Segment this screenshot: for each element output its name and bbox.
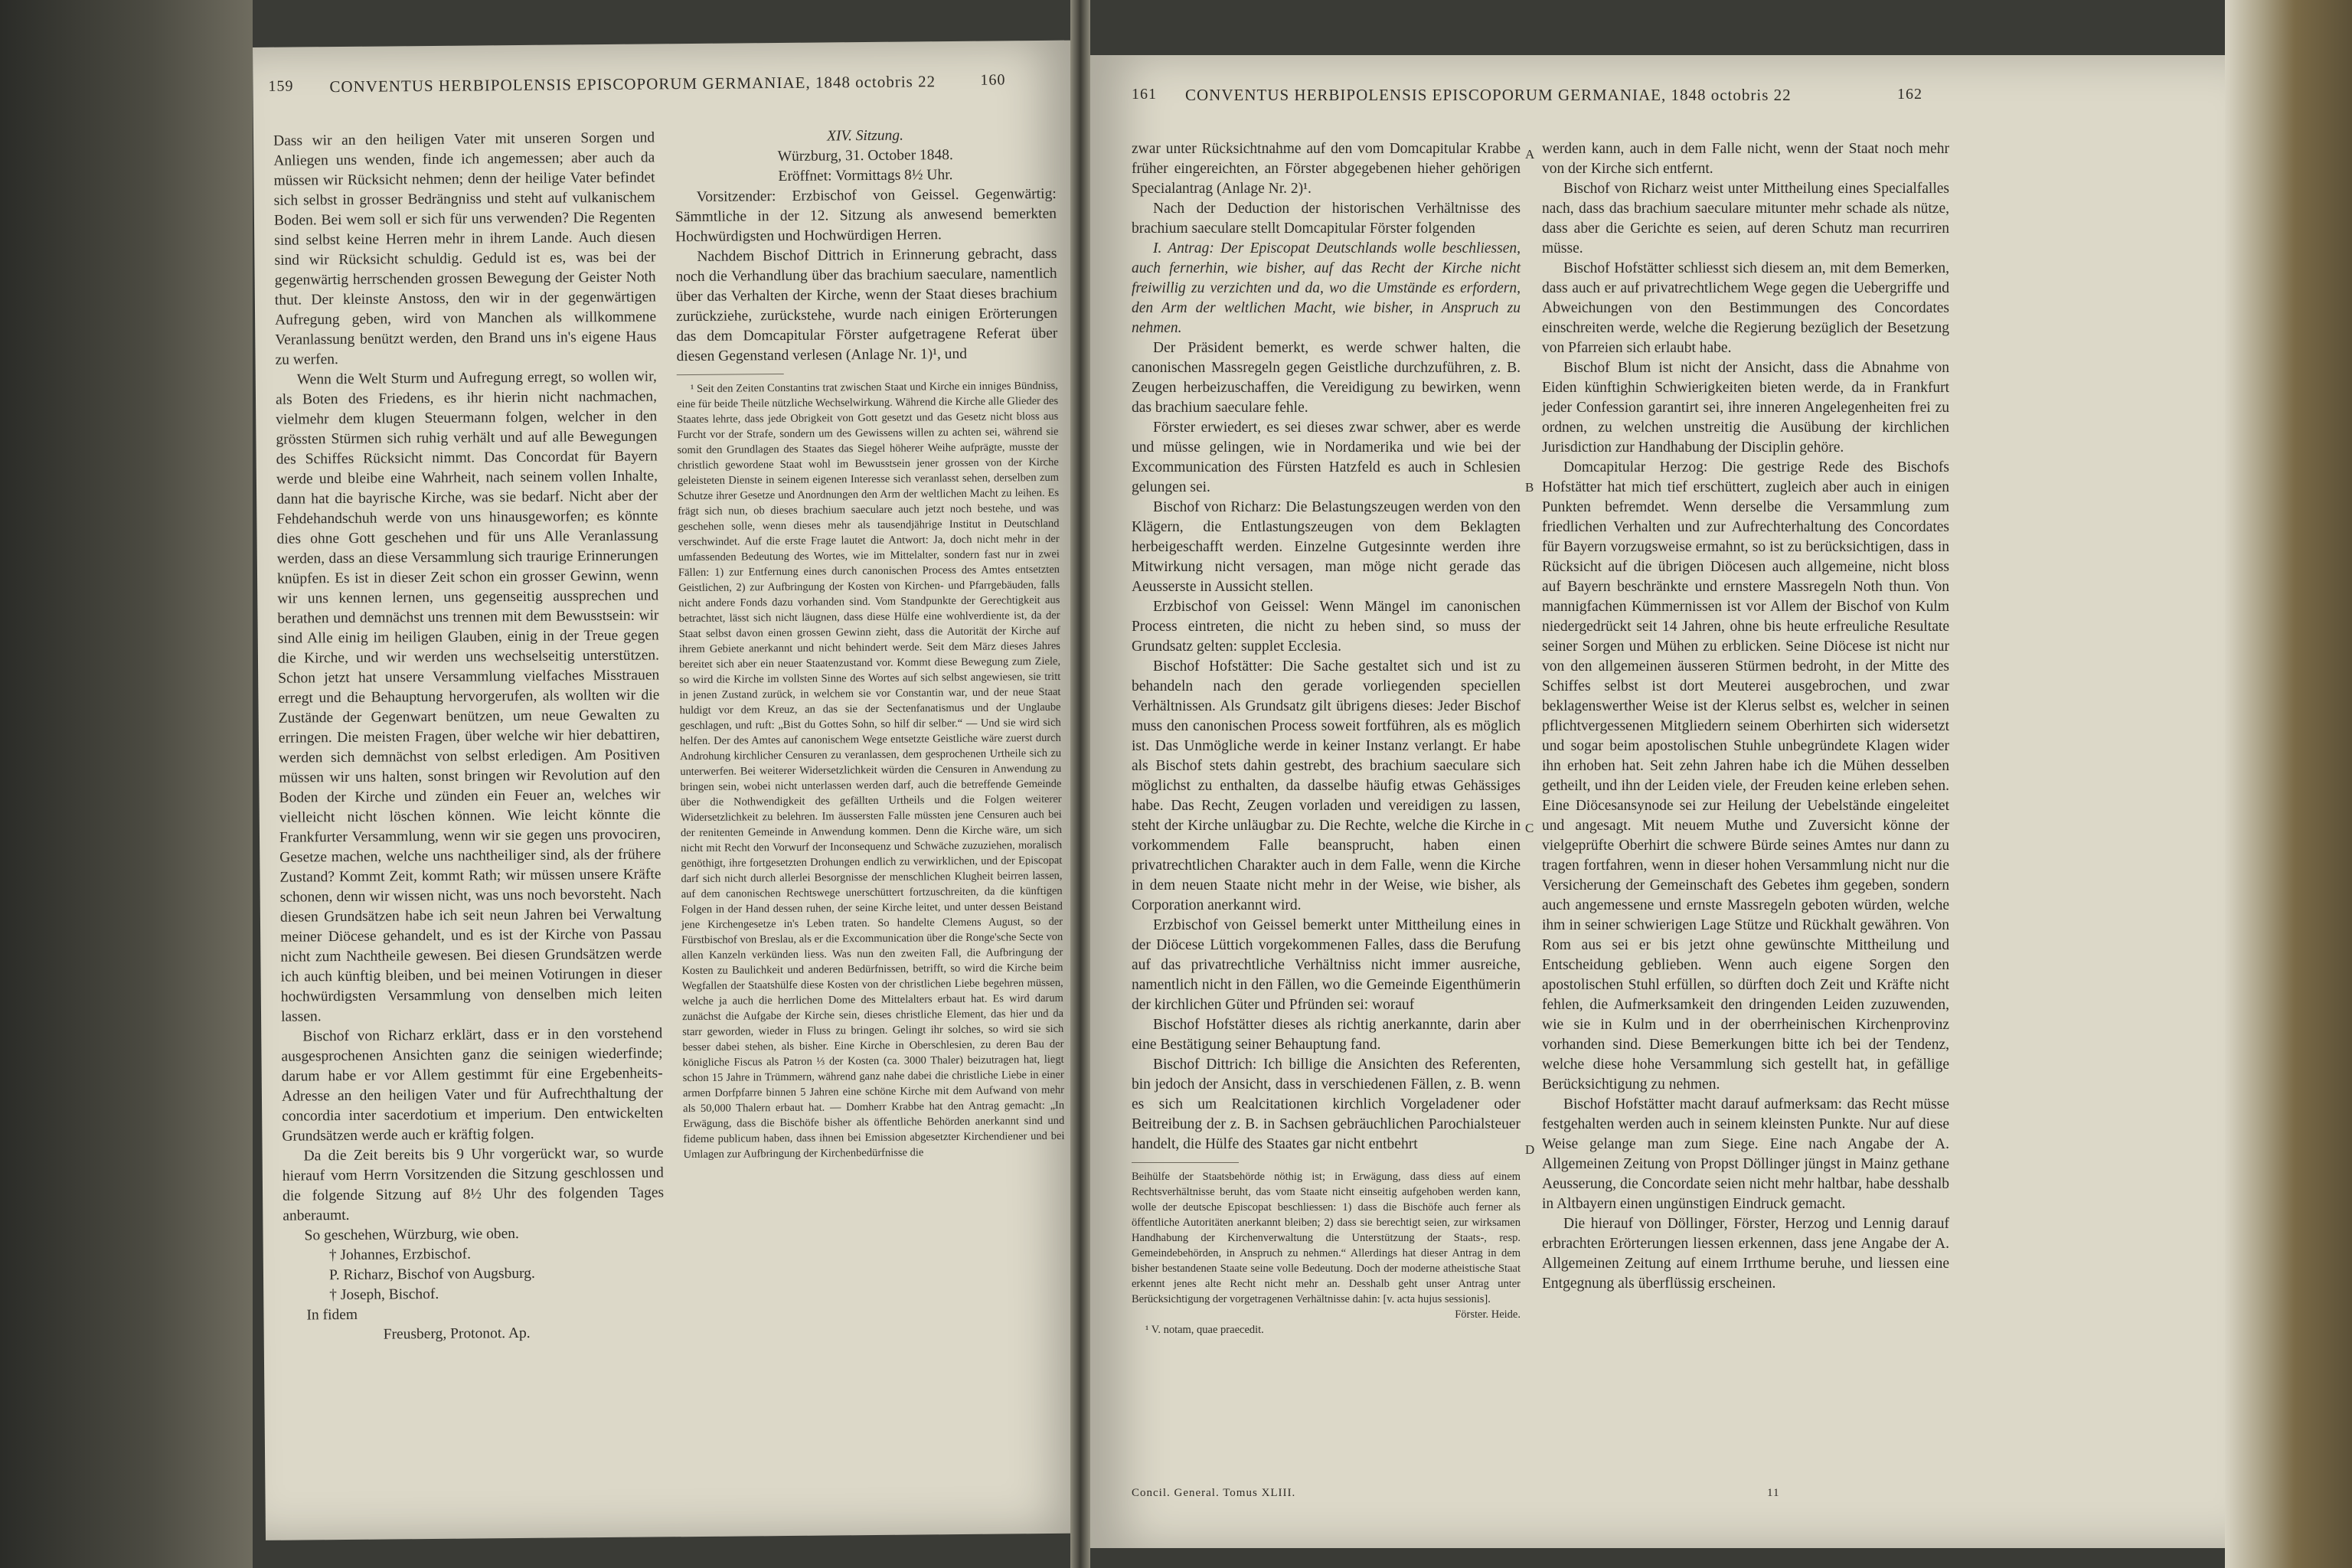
paragraph: Vorsitzender: Erzbischof von Geissel. Gegenwärtig: Sämmtliche in der 12. Sitzung als anwesend bemerkten Hochwürdigsten und Hochwürdigen Herren.: [675, 185, 1057, 246]
left-page-column-1: [273, 128, 665, 1345]
right-page: [1086, 55, 2225, 1548]
page-number-159: 159: [268, 77, 294, 95]
page-number-161: 161: [1132, 86, 1157, 103]
paragraph: Die hierauf von Döllinger, Förster, Herzog und Lennig darauf erbrachten Erörterungen liessen erkennen, dass jene Angabe der A. Allgemeinen Zeitung auf einem Irrthume beruhe, und liessen eine Entgegnung als überflüssig erscheinen.: [1542, 1216, 1949, 1292]
running-head: CONVENTUS HERBIPOLENSIS EPISCOPORUM GERMANIAE, 1848 octobris 22: [1185, 86, 1792, 104]
paragraph: Domcapitular Herzog: Die gestrige Rede des Bischofs Hofstätter hat mich tief erschüttert, zugleich aber auch in einigen Punkten befremdet. Wenn derselbe die Versammlung zum friedlichen Verhalten und zur Aufrechterhaltung des Concordates für Bayern vorzugsweise ermahnt, so ist zu berücksichtigen, dass in Rücksicht auf die übrigen Diöcesen auch allgemeine, nicht bloss auf Bayern beschränkte und ernstere Massregeln Noth thun. Von mannigfachen Kümmernissen ist vor Allem der Bischof von Kulm niedergedrückt seit 14 Jahren, ohne bis heute erfreuliche Resultate seiner Sorgen und Mühen zu erblicken. Seine Diöcese ist nicht nur von den allgemeinen äusseren Stürmen bedroht, in der Mitte des Schiffes selbst ist dort Meuterei ausgebrochen, und zwar beklagenswerther Weise ist der Klerus selbst es, welcher in seinen pflichtvergessenen Mitgliedern seinem Oberhirten sich widersetzt und sogar beim apostolischen Stuhle unbegründete Klagen wider ihn erhoben hat. Seit zehn Jahren habe ich die Mühen desselben getheilt, und ihn der Leiden viele, der Freuden keine erleben sehen. Eine Diöcesansynode sei zur Heilung der Uebelstände eingeleitet und angesagt. Mit neuem Muthe und Zuversicht könne der vielgeprüfte Oberhirt die schwere Bürde seines Amtes nur dann zu tragen fortfahren, wenn in dieser hohen Versammlung nicht nur die Versicherung der Gemeinschaft des Gebetes ihm gegeben, sondern auch angemessene und ernste Massregeln geboten würden, welche ihm in seiner schwierigen Lage Stütze und Rückhalt gewähren. Von Rom aus sei er bis jetzt ohne gewünschte Mittheilung und Entscheidung geblieben. Wenn auch eigene Sorgen den apostolischen Stuhl erfüllen, so dürften doch Zeit und Kräfte nicht fehlen, die Aufmerksamkeit den dringenden Leiden zuzuwenden, wie sie in Kulm und in der oberrheinischen Kirchenprovinz vorhanden sind. Diese Bemerkungen bitte ich bei der Tendenz, welche diese hohe Versammlung sich gestellt hat, in gefällige Berücksichtigung zu nehmen.: [1542, 459, 1949, 1093]
paragraph: Bischof von Richarz weist unter Mittheilung eines Specialfalles nach, dass das brachium saeculare mitunter mehr schade als nütze, dass aber die Gerichte es seien, auf deren Schutz man recurriren müsse.: [1542, 181, 1949, 256]
paragraph: Da die Zeit bereits bis 9 Uhr vorgerückt war, so wurde hierauf vom Herrn Vorsitzenden die Sitzung geschlossen und die folgende Sitzung auf 8½ Uhr des folgenden Tages anberaumt.: [282, 1145, 665, 1224]
margin-letter-a: A: [1525, 147, 1535, 162]
book-right-edge: [2225, 0, 2352, 1568]
margin-letter-b: B: [1525, 480, 1534, 495]
paragraph: Nach der Deduction der historischen Verhältnisse des brachium saeculare stellt Domcapitular Förster folgenden: [1132, 201, 1521, 237]
session-date: Würzburg, 31. October 1848.: [777, 147, 953, 165]
paragraph: Bischof Blum ist nicht der Ansicht, dass die Abnahme von Eiden künftighin Schwierigkeiten bieten werde, da in Frankfurt jeder Confession garantirt sei, ihre inneren Angelegenheiten frei zu ordnen, zu welchen unstreitig die Ausübung der kirchlichen Jurisdiction zur Handhabung der Disciplin gehöre.: [1542, 360, 1949, 456]
right-page-column-2: [1542, 139, 1949, 1294]
paragraph: Der Präsident bemerkt, es werde schwer halten, die canonischen Massregeln gegen Geistliche durchzuführen, z. B. Zeugen herbeizuschaffen, die Vereidigung zu bewirken, wenn das brachium saeculare fehle.: [1132, 340, 1521, 416]
margin-letter-c: C: [1525, 821, 1534, 835]
paragraph: Bischof Dittrich: Ich billige die Ansichten des Referenten, bin jedoch der Ansicht, dass in verschiedenen Fällen, z. B. wenn es sich um Realcitationen kirchlich Vorgeladener oder Beitreibung der z. B. in Sachsen gebräuchlichen Parochialsteuer handelt, die Hülfe des Staates gar nicht entbehrt: [1132, 1057, 1521, 1152]
paragraph: So geschehen, Würzburg, wie oben.: [304, 1226, 519, 1244]
paragraph: Förster erwiedert, es sei dieses zwar schwer, aber es werde und müsse gelingen, wie in Nordamerika und wie bei der Excommunication des Fürsten Hatzfeld es auch in Schlesien gelungen sei.: [1132, 420, 1521, 495]
running-head: CONVENTUS HERBIPOLENSIS EPISCOPORUM GERMANIAE, 1848 octobris 22: [329, 72, 936, 96]
footnote-2: ¹ V. notam, quae praecedit.: [1145, 1324, 1264, 1336]
footnote: [1132, 1169, 1521, 1338]
page-number-160: 160: [980, 71, 1006, 89]
volume-line: Concil. General. Tomus XLIII.: [1132, 1487, 1296, 1499]
paragraph: werden kann, auch in dem Falle nicht, wenn der Staat noch mehr von der Kirche sich entfernt.: [1542, 141, 1949, 177]
paragraph: Erzbischof von Geissel: Wenn Mängel im canonischen Process eintreten, die nicht zu heben sind, so muss der Grundsatz gelten: supplet Ecclesia.: [1132, 599, 1521, 655]
margin-letter-d: D: [1525, 1142, 1535, 1157]
left-page-column-2: [675, 125, 1065, 1162]
paragraph: Bischof Hofstätter dieses als richtig anerkannte, darin aber eine Bestätigung seiner Behauptung fand.: [1132, 1017, 1521, 1053]
book-left-edge: [0, 0, 253, 1568]
paragraph: Bischof von Richarz: Die Belastungszeugen werden von den Klägern, die Entlastungszeugen von dem Beklagten herbeigeschafft werden. Einzelne Gutgesinnte werden ihre Mitwirkung nicht versagen, man möge nicht gerade das Aeusserste in Aussicht stellen.: [1132, 499, 1521, 595]
motion-text: I. Antrag: Der Episcopat Deutschlands wolle beschliessen, auch fernerhin, wie bisher, auf das Recht der Kirche nicht freiwillig zu verzichten und da, wo die Umstände es erfordern, den Arm der weltlichen Macht, wie bisher, in Anspruch zu nehmen.: [1132, 240, 1521, 336]
left-page: [253, 41, 1088, 1540]
session-heading: XIV. Sitzung.: [827, 127, 904, 145]
paragraph: Nachdem Bischof Dittrich in Erinnerung gebracht, dass noch die Verhandlung über das brachium saeculare, namentlich über das Verhalten der Kirche, wenn der Staat dieses brachium zurückziehe, zurückstehe, wurde nach einigen Erörterungen das dem Domcapitular Förster aufgetragene Referat über diesen Gegenstand verlesen (Anlage Nr. 1)¹, und: [675, 245, 1058, 365]
paragraph: Bischof Hofstätter macht darauf aufmerksam: das Recht müsse festgehalten werden auch in seinem kleinsten Punkte. Nur auf diese Weise gelange man zum Siege. Eine nach Angabe der A. Allgemeinen Zeitung von Propst Döllinger jüngst in Mainz gethane Aeusserung, die Concordate seien nicht mehr haltbar, habe desshalb in Altbayern einen ungünstigen Eindruck gemacht.: [1542, 1096, 1949, 1212]
notary-signature: Freusberg, Protonot. Ap.: [383, 1325, 531, 1343]
paragraph: Wenn die Welt Sturm und Aufregung erregt, so wollen wir, als Boten des Friedens, es ihr hierin nicht nachmachen, vielmehr dem klugen Steuermann folgen, welcher in den grössten Stürmen sich ruhig verhält und auf alle Bewegungen des Schiffes Rücksicht nimmt. Das Concordat für Bayern werde und bleibe eine Wahrheit, nach seinem vollen Inhalte, dann hat die bayrische Kirche, was sie bedarf. Nicht aber der Fehdehandschuh werde von uns hinausgeworfen; es könnte dies ohne Gott geschehen und für uns Alle Veranlassung werden, dass an diese Versammlung sich traurige Erinnerungen knüpfen. Es ist in dieser Zeit schon ein grosser Gewinn, wenn wir uns kennen lernen, uns gegenseitig aussprechen und berathen und demnächst uns trennen mit dem Bewusstsein: wir sind Alle einig im heiligen Glauben, einig in der Treue gegen die Kirche, und wir werden uns wechselseitig unterstützen. Schon jetzt hat unsere Versammlung vielfaches Misstrauen erregt und die Behauptung hervorgerufen, als wollten wir die Zustände der Gegenwart benützen, um neue Gewalten zu erringen. Die meisten Fragen, über welche wir hier debattiren, werden sich demnächst von selbst erledigen. Am Positiven müssen wir uns halten, sonst bringen wir Revolution auf den Boden der Kirche und zünden ein Feuer an, welches wir vielleicht nicht löschen können. Wie leicht könnte die Frankfurter Versammlung, wenn wir sie gegen uns provociren, Gesetze machen, welche uns nachtheiliger sind, als der frühere Zustand? Kommt Zeit, kommt Rath; wir müssen unsere Kräfte schonen, denn wir wissen nicht, was uns noch bevorsteht. Nach diesen Grundsätzen habe ich seit neun Jahren bei Verwaltung meiner Diöcese gehandelt, und es ist der Kirche von Passau nicht zum Nachtheile gewesen. Bei diesen Grundsätzen werde ich auch künftig bleiben, und bei meinen Votirungen in dieser hochwürdigsten Versammlung von denselben mich leiten lassen.: [275, 368, 662, 1025]
paragraph: zwar unter Rücksichtnahme auf den vom Domcapitular Krabbe früher eingereichten, an Förster abgegebenen hieher gehörigen Specialantrag (Anlage Nr. 2)¹.: [1132, 141, 1521, 197]
book-gutter: [1070, 0, 1090, 1568]
footnote-rule: [677, 374, 784, 375]
right-page-column-1: [1132, 139, 1521, 1338]
paragraph: Bischof Hofstätter: Die Sache gestaltet sich und ist zu behandeln nach den gerade vorliegenden speciellen Verhältnissen. Als Grundsatz gilt übrigens dieses: Jeder Bischof muss den canonischen Process soweit fortführen, als es möglich ist. Das Unmögliche werde in keiner Instanz verlangt. Er habe als Bischof stets dahin gestrebt, des brachium saeculare sich möglichst zu enthalten, da dasselbe häufig etwas Gehässiges habe. Das Recht, Zeugen vorladen und vereidigen zu lassen, steht der Kirche unläugbar zu. Die Rechte, welche die Kirche in vorkommendem Falle beansprucht, haben einen privatrechtlichen Charakter auch in dem Falle, wenn die Kirche in dem neuen Staate nicht mehr in der Weise, wie bisher, als Corporation anerkannt wird.: [1132, 658, 1521, 913]
paragraph: Dass wir an den heiligen Vater mit unseren Sorgen und Anliegen uns wenden, finde ich angemessen; aber auch da müssen wir Rücksicht nehmen; denn der heilige Vater befindet sich selbst in grosser Bedrängniss und steht auf vulkanischem Boden. Bei wem soll er sich für uns verwenden? Die Regenten sind selbst keine Herren mehr in ihrem Lande. Auch diesen sind wir Rücksicht schuldig. Geduld ist es, was bei der gegenwärtig herrschenden grossen Bewegung der Geister Noth thut. Der kleinste Anstoss, den wir in der gegenwärtigen Aufregung geben, wird von Manchen als willkommene Veranlassung benützt werden, den Brand uns in's eigene Haus zu werfen.: [273, 129, 657, 368]
paragraph: Bischof Hofstätter schliesst sich diesem an, mit dem Bemerken, dass auch er auf privatrechtlichem Wege gegen die Uebergriffe und Abweichungen von den Bestimmungen des Concordates einschreiten werde, welche die Regierung bezüglich der Besetzung von Pfarreien sich erlaubt habe.: [1542, 260, 1949, 356]
paragraph: Bischof von Richarz erklärt, dass er in den vorstehend ausgesprochenen Ansichten ganz die seinigen wiederfinde; darum habe er vor Allem gestimmt für eine Ergebenheits-Adresse an den heiligen Vater und für Aufrechthaltung der concordia inter sacerdotium et imperium. Den entwickelten Grundsätzen werde auch er kräftig folgen.: [281, 1025, 664, 1145]
signature: † Joseph, Bischof.: [329, 1285, 439, 1304]
right-page-header: [1086, 86, 2225, 116]
page-number-162: 162: [1897, 86, 1922, 103]
footnote-signature: Förster. Heide.: [1455, 1308, 1521, 1321]
in-fidem: In fidem: [306, 1306, 358, 1324]
paragraph: Erzbischof von Geissel bemerkt unter Mittheilung eines in der Diöcese Lüttich vorgekommenen Falles, dass die Berufung auf das privatrechtliche Verhältniss nicht immer ausreiche, namentlich nicht in den Fällen, wo die Gemeinde Eigenthümerin der kirchlichen Güter und Pfründen sei: worauf: [1132, 917, 1521, 1013]
footnote: [677, 378, 1065, 1162]
left-page-header: [253, 71, 1075, 109]
signature-mark: 11: [1767, 1487, 1780, 1499]
signature: † Johannes, Erzbischof.: [328, 1246, 472, 1264]
footnote-text: ¹ Seit den Zeiten Constantins trat zwischen Staat und Kirche ein inniges Bündniss, eine für beide Theile nützliche Wechselwirkung. Während die Kirche alle Glieder des Staates lehrte, dass jede Obrigkeit von Gott gesetzt und das Gesetz nicht bloss aus Furcht vor der Strafe, sondern um des Gewissens willen zu achten sei, während sie somit den Grundlagen des Staates das Siegel höherer Weihe aufprägte, musste der christlich gewordene Staat wohl im Bewusstsein jener grossen von der Kirche geleisteten Dienste in seinem eigenen Interesse sich veranlasst sehen, derselben zum Schutze ihrer Gesetze und Anordnungen den Arm der weltlichen Macht zu leihen. Es frägt sich nun, ob dieses brachium saeculare auch jetzt noch bestehe, und was geschehen solle, wenn dieses mehr als tausendjährige Institut in Deutschland verschwindet. Auf die erste Frage lautet die Antwort: Ja, doch nicht mehr in der umfassenden Bedeutung des Wortes, wie im Mittelalter, sondern fast nur in zwei Fällen: 1) zur Entfernung eines durch canonischen Process des Amtes entsetzten Geistlichen, 2) zur Aufbringung der Kosten von Kirchen- und Pfarrgebäuden, falls nicht andere Fonds dazu vorhanden sind. Vom Standpunkte der Gerechtigkeit aus betrachtet, lässt sich nicht läugnen, dass diese Hülfe eine wohlverdiente ist, da der Staat selbst davon einen grossen Gewinn zieht, dass die Autorität der Kirche auf ihrem Gebiete anerkannt und nicht behindert werde. Seit dem März dieses Jahres bereitet sich aber ein neuer Staatenzustand vor. Kommt diese Bewegung zum Ziele, so wird die Kirche im vollsten Sinne des Wortes auf sich selbst angewiesen, sie tritt in jenen Zustand zurück, in welchem sie vor Constantin war, und der neue Staat huldigt vor dem Kreuz, an das sie der Sectenfanatismus und der Unglaube geschlagen, und ruft: „Bist du Gottes Sohn, so hilf dir selber.“ — Und sie wird sich helfen. Der des Amtes auf canonischem Wege entsetzte Geistliche wäre zuerst durch Androhung kirchlicher Censuren zu veranlassen, dem gesprochenen Urtheile sich zu unterwerfen. Bei weiterer Widersetzlichkeit würden die Censuren in Anwendung zu bringen sein, wobei nicht unterlassen werden darf, auch die betreffende Gemeinde über die Nothwendigkeit des gefällten Urtheils und die Folgen weiterer Widersetzlichkeit zu belehren. Im äussersten Falle müssten jene Censuren auch bei der renitenten Gemeinde in Anwendung kommen. Denn die Kirche wäre, um sich nicht mit Recht den Vorwurf der Inconsequenz und Schwäche zuzuziehen, moralisch genöthigt, ihre fortgesetzten Drohungen endlich zu verwirklichen, und der Episcopat darf sich nicht durch allerlei Besorgnisse der menschlichen Klugheit beirren lassen, auf dem canonischen Rechtswege unerschüttert fortzuschreiten, da die künftigen Folgen in der Hand dessen ruhen, der seine Kirche leitet, und unter dessen Beistand jene Kirchengesetze in's Leben traten. So handelte Clemens August, so der Fürstbischof von Breslau, als er die Excommunication über die Ronge'sche Secte von allen Kanzeln verkünden liess. Was nun den zweiten Fall, die Aufbringung der Kosten zu Baulichkeit und anderen Bedürfnissen, betrifft, so wird die Kirche beim Wegfallen der Staatshülfe diese Kosten von der christlichen Liebe begehren müssen, welche ja auch die herrlichen Dome des Mittelalters erbaut hat. Es wird darum zunächst die Aufgabe der Kirche sein, dieses christliche Element, das hier und da starr geworden, wieder in Fluss zu bringen. Gelingt ihr solches, so wird sie sich besser dabei stehen, als bisher. Eine Kirche in Oberschlesien, zu deren Bau der königliche Fiscus als Patron ⅓ der Kosten (ca. 3000 Thaler) beizutragen hat, liegt schon 15 Jahre in Trümmern, während ganz nahe dabei die christliche Liebe in einer armen Dorfpfarre binnen 5 Jahren eine schöne Kirche mit dem Aufwand von mehr als 50,000 Thalern erbaut hat. — Domherr Krabbe hat den Antrag gemacht: „In Erwägung, dass die Bischöfe bisher als öffentliche Behörden anerkannt sind und fideme publicum haben, dass ihnen bei Emission abgesetzter Kirchendiener und bei Umlagen zur Aufbringung der Kirchenbedürfnisse die: [677, 379, 1065, 1161]
footnote-text: Beihülfe der Staatsbehörde nöthig ist; in Erwägung, dass diess auf einem Rechtsverhältnisse beruht, das vom Staate nicht einseitig aufgehoben werden kann, wolle der deutsche Episcopat beschliessen: 1) dass die Bischöfe auch ferner als öffentliche Autoritäten anerkannt bleiben; 2) dass sie berechtigt seien, zur wirksamen Handhabung der Kirchenverwaltung die Unterstützung der Staats-, resp. Gemeindebehörden, in Anspruch zu nehmen.“ Allerdings hat dieser Antrag in dem bisher bestandenen Staate seine volle Bedeutung. Doch der moderne atheistische Staat erkennt jenes alte Recht nicht mehr an. Desshalb geht unser Antrag unter Berücksichtigung der vorgetragenen Verhältnisse dahin: [v. acta hujus sessionis].: [1132, 1171, 1521, 1305]
signature: P. Richarz, Bischof von Augsburg.: [328, 1265, 535, 1284]
footnote-rule: [1132, 1162, 1239, 1163]
session-opened: Eröffnet: Vormittags 8½ Uhr.: [778, 167, 953, 185]
